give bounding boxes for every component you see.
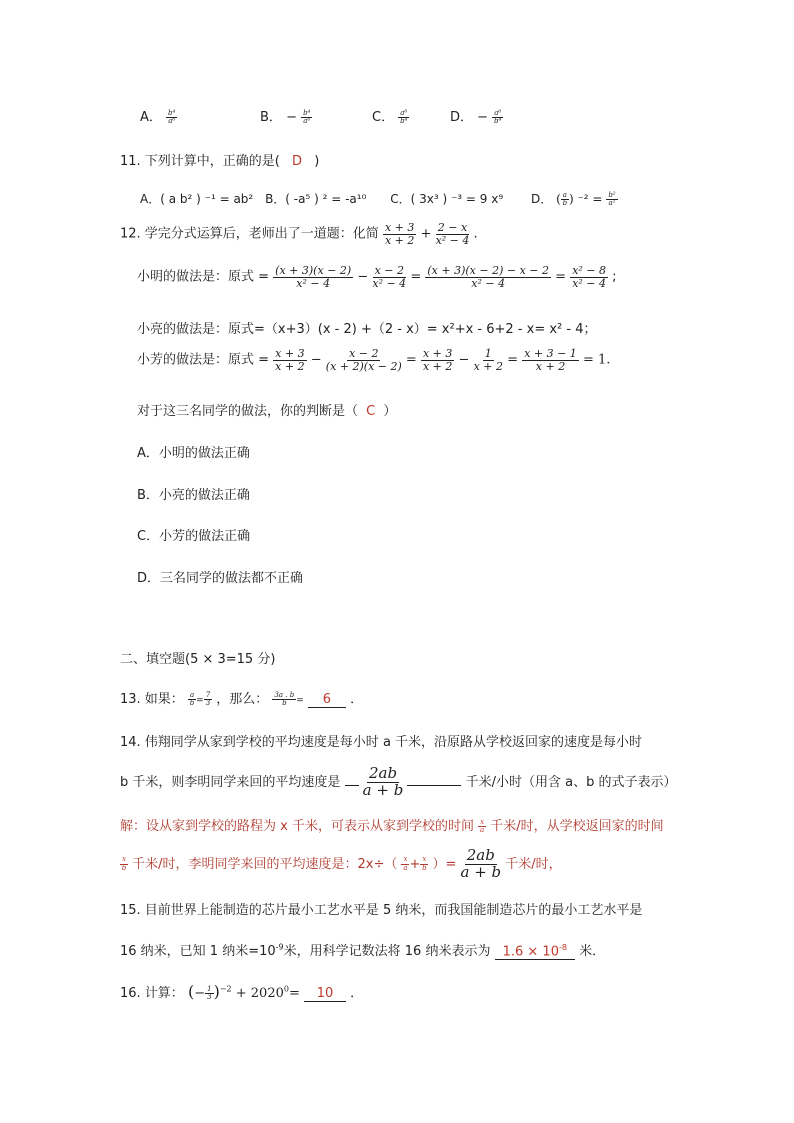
fraction: $\frac{2ab}{a + b}$ (460, 846, 502, 881)
fraction: $\frac{x}{b}$ (422, 855, 427, 872)
xiaoliang-solution (137, 318, 596, 337)
option-label: A． (140, 110, 162, 125)
fraction: $\frac{2 - x}{\text{x² − 4}}$ (435, 221, 470, 247)
minus-sign: − (477, 110, 489, 125)
answer-fraction: $\frac{2ab}{a + b}$ (362, 764, 404, 799)
q12-option-b: B．小亮的做法正确 (137, 488, 250, 503)
q14-line2: b 千米，则李明同学来回的平均速度是 $\frac{2ab}{a + b}$ 千米/小时（用含 a、b 的式子表示） (120, 764, 677, 799)
fraction: $\frac{x}{b}$ (121, 855, 127, 872)
q12-option-d: D．三名同学的做法都不正确 (137, 571, 304, 586)
q15-line1: 15. 目前世界上能制造的芯片最小工艺水平是 5 纳米，而我国能制造芯片的最小工艺水平是 (120, 903, 643, 918)
q12-stem: 12. 学完分式运算后，老师出了一道题：化简 $\frac{x + 3}{x + 2}$ + $\frac{2 - x}{\text{x² − 4}}$ . (120, 221, 478, 247)
fraction: $\frac{x + 3}{x + 2}$ (384, 221, 415, 247)
q12-judge: 对于这三名同学的做法，你的判断是（ C ） (137, 404, 397, 419)
question-text: 对于这三名同学的做法，你的判断是（ (137, 404, 359, 419)
fraction: $\frac{\text{x² − 8}}{\text{x² − 4}}$ (572, 264, 607, 290)
option-c: C．( 3x³ ) ⁻³ = 9 x⁹ (390, 192, 504, 206)
q10-option-d (450, 106, 503, 125)
answer: D (292, 154, 303, 169)
fraction: $\frac{x + 3}{x + 2}$ (422, 347, 453, 373)
fraction: $\frac{3a . b}{b}$ (274, 690, 295, 707)
fraction: $\frac{x + 3 - 1}{x + 2}$ (524, 347, 577, 373)
fraction: $\frac{1}{x + 2}$ (473, 347, 503, 373)
fraction: $\frac{\text{b⁴}}{\text{a⁶}}$ (303, 108, 311, 125)
fraction: $\frac{a}{b}$ (189, 690, 195, 707)
xiaofang-solution: 小芳的做法是：原式 = $\frac{x + 3}{x + 2}$ − $\frac{x - 2}{(x + 2)(x - 2)}$ = $\frac{x + 3}{x + 2}$ − $\frac{1}{x + 2}$ = $\frac{x + 3 - 1}{x + 2}$ = 1. (137, 347, 611, 373)
q11-options: A．( a b² ) ⁻¹ = ab² B．( -a⁵ ) ² = -a¹⁰ C．( 3x³ ) ⁻³ = 9 x⁹ D． ( $\frac{a}{b}$ ) ⁻² = $\frac{\text{b²}}{\text{a²}}$ (140, 190, 616, 207)
question-text: 11. 下列计算中，正确的是( (120, 154, 280, 169)
question-text: ) (314, 154, 320, 169)
q14-solution-line1: 解：设从家到学校的路程为 x 千米，可表示从家到学校的时间 $\frac{x}{a}$ 千米/时，从学校返回家的时间 (120, 817, 664, 834)
fraction: $\frac{\text{a⁶}}{\text{b⁴}}$ (494, 108, 502, 125)
fraction: $\frac{x + 3}{x + 2}$ (275, 347, 305, 373)
question-text: 12. 学完分式运算后，老师出了一道题：化简 (120, 226, 379, 242)
q10-option-a (140, 106, 177, 125)
q11-stem (120, 150, 319, 169)
q16: 16. 计算： (− $\frac{1}{3}$ )$^{-2} + 2020^0= 10$ ． (120, 982, 364, 1001)
answer: 10 (316, 986, 334, 1001)
fraction: $\frac{(x + 3)(x - 2) - x - 2}{\text{x² − 4}}$ (427, 264, 549, 290)
q15-line2: 16 纳米，已知 1 纳米$=10^{-9}$米，用科学记数法将 16 纳米表示为 $1.6 \times 10^{-8}$ 米． (120, 942, 606, 959)
fraction: $\frac{a}{b}$ (562, 190, 568, 207)
answer: 1.6 × 10 (502, 944, 559, 959)
option-d-label: D． (531, 192, 553, 206)
minus-sign: − (286, 110, 297, 125)
answer: C (366, 404, 376, 419)
section-title: 二、填空题(5 × 3=15 分) (120, 652, 276, 667)
fraction: $\frac{\text{b⁴}}{\text{a⁶}}$ (168, 108, 176, 125)
option-label: D． (450, 110, 474, 125)
fraction: $\frac{x - 2}{\text{x² − 4}}$ (372, 264, 407, 290)
solution-label: 小明的做法是：原式 = (137, 269, 270, 285)
option-label: C． (372, 110, 395, 125)
answer: 6 (322, 692, 332, 707)
option-b: B．( -a⁵ ) ² = -a¹⁰ (265, 192, 367, 206)
xiaoming-solution: 小明的做法是：原式 = $\frac{(x + 3)(x - 2)}{\text{x² − 4}}$ − $\frac{x - 2}{\text{x² − 4}}$ = $\frac{(x + 3)(x - 2) - x - 2}{\text{x² − 4}}$ = $\frac{\text{x² − 8}}{\text{x² − 4}}$ ; (137, 264, 617, 290)
solution-label: 小芳的做法是：原式 = (137, 352, 270, 368)
solution-text: 小亮的做法是：原式=（x+3）(x - 2) +（2 - x）= x²+x - 6+2 - x= x² - 4； (137, 322, 597, 337)
exponent-text: ⁻² = (577, 192, 603, 206)
q10-option-b (260, 106, 312, 125)
fraction: $\frac{\text{a⁶}}{\text{b⁴}}$ (400, 108, 408, 125)
option-label: B． (260, 110, 282, 125)
fraction: $\frac{(x + 3)(x - 2)}{\text{x² − 4}}$ (275, 264, 352, 290)
q14-line1: 14. 伟翔同学从家到学校的平均速度是每小时 a 千米，沿原路从学校返回家的速度是每小时 (120, 735, 643, 750)
q12-option-c: C．小芳的做法正确 (137, 529, 251, 544)
q10-option-c (372, 106, 409, 125)
fraction: $\frac{7}{3}$ (205, 690, 211, 707)
fraction: $\frac{1}{3}$ (207, 984, 212, 1001)
fraction: $\frac{x - 2}{(x + 2)(x - 2)}$ (325, 347, 402, 373)
q14-solution-line2: $\frac{x}{b}$ 千米/时，李明同学来回的平均速度是：2x÷（ $\frac{x}{a}$ + $\frac{x}{b}$ ）= $\frac{2ab}{a + b}$ 千米/时， (121, 846, 562, 881)
fraction: $\frac{\text{b²}}{\text{a²}}$ (608, 190, 616, 207)
q12-option-a: A．小明的做法正确 (137, 446, 250, 461)
option-a: A．( a b² ) ⁻¹ = ab² (140, 192, 254, 206)
fraction: $\frac{x}{a}$ (479, 817, 485, 834)
q13: 13. 如果： $\frac{a}{b}$ = $\frac{7}{3}$ ，那么： $\frac{3a . b}{b}$ = 6 ． (120, 690, 364, 707)
fraction: $\frac{x}{a}$ (403, 855, 408, 872)
